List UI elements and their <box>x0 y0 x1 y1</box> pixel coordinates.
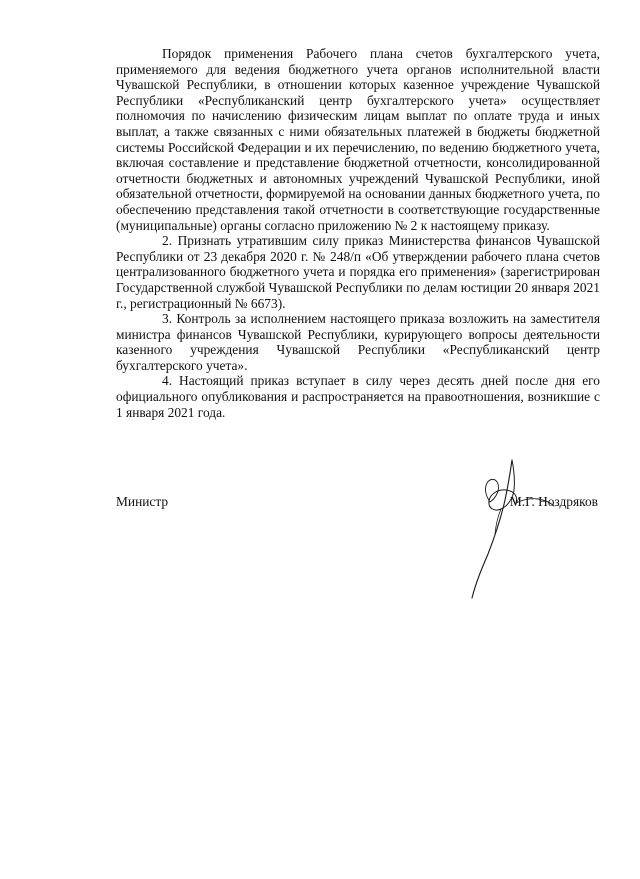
paragraph-item-4: 4. Настоящий приказ вступает в силу через десять дней после дня его официального опубликования и распространяется на правоотношения, возникшие с 1 января 2021 года. <box>116 373 600 420</box>
handwritten-signature <box>468 456 558 606</box>
document-body <box>116 46 600 420</box>
paragraph-item-2: 2. Признать утратившим силу приказ Министерства финансов Чувашской Республики от 23 декабря 2020 г. № 248/п «Об утверждении рабочего плана счетов централизованного бюджетного учета и порядка его применения» (зарегистрирован Государственной службой Чувашской Республики по делам юстиции 20 января 2021 г., регистрационный № 6673). <box>116 233 600 311</box>
signer-name: М.Г. Ноздряков <box>509 494 598 509</box>
paragraph-procedure: Порядок применения Рабочего плана счетов бухгалтерского учета, применяемого для ведения бюджетного учета органов исполнительной власти Чувашской Республики, в отношении которых казенное учреждение Чувашской Республики «Республиканский центр бухгалтерского учета» осуществляет полномочия по начислению физическим лицам выплат по оплате труда и иных выплат, а также связанных с ними обязательных платежей в бюджеты бюджетной системы Российской Федерации и их перечислению, по ведению бюджетного учета, включая составление и представление бюджетной отчетности, консолидированной отчетности бюджетных и автономных учреждений Чувашской Республики, иной обязательной отчетности, формируемой на основании данных бюджетного учета, по обеспечению представления такой отчетности в соответствующие государственные (муниципальные) органы согласно приложению № 2 к настоящему приказу. <box>116 46 600 233</box>
signer-position: Министр <box>116 494 169 509</box>
paragraph-item-3: 3. Контроль за исполнением настоящего приказа возложить на заместителя министра финансов Чувашской Республики, курирующего вопросы деятельности казенного учреждения Чувашской Республики «Республиканский центр бухгалтерского учета». <box>116 311 600 373</box>
